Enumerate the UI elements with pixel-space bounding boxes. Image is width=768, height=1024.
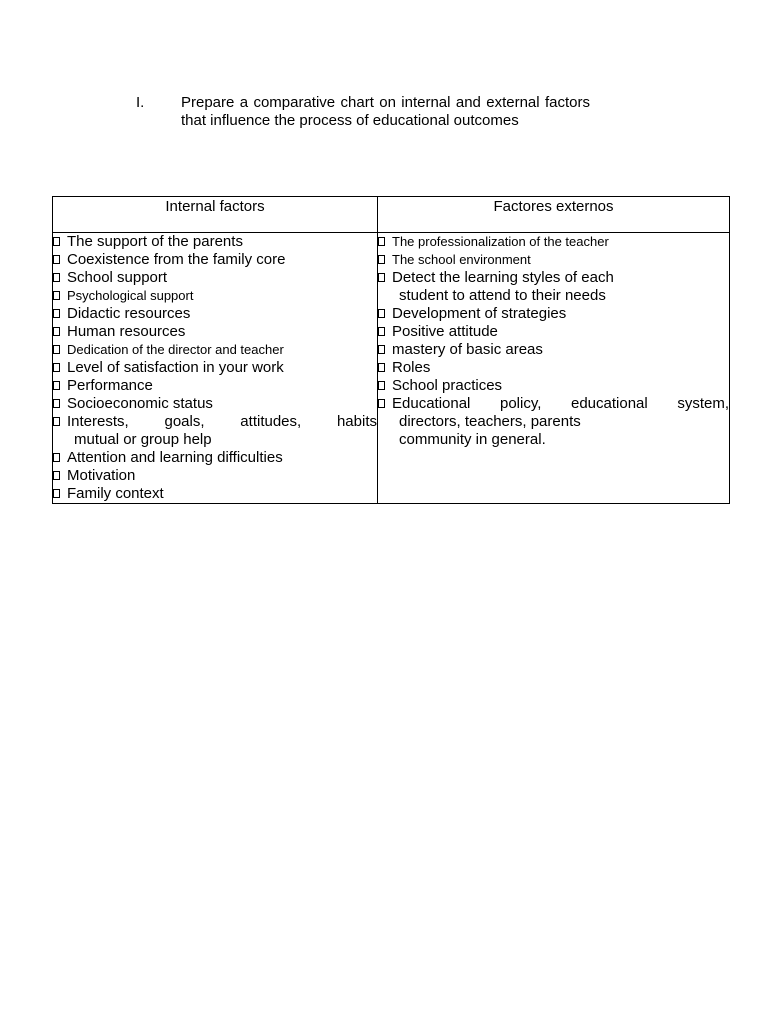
list-item: Interests, goals, attitudes, habits mutual or group help bbox=[53, 413, 377, 449]
list-item: Detect the learning styles of each student to attend to their needs bbox=[378, 269, 729, 305]
bullet-box-icon bbox=[378, 273, 385, 282]
list-item: Attention and learning difficulties bbox=[53, 449, 377, 467]
bullet-box-icon bbox=[53, 417, 60, 426]
bullet-box-icon bbox=[53, 363, 60, 372]
list-item: The professionalization of the teacher bbox=[378, 233, 729, 251]
bullet-box-icon bbox=[378, 255, 385, 264]
bullet-box-icon bbox=[378, 237, 385, 246]
list-item: Performance bbox=[53, 377, 377, 395]
list-item: Motivation bbox=[53, 467, 377, 485]
heading-number: I. bbox=[136, 94, 145, 111]
list-item: Positive attitude bbox=[378, 323, 729, 341]
internal-factors-list bbox=[53, 233, 377, 503]
list-item: Dedication of the director and teacher bbox=[53, 341, 377, 359]
bullet-box-icon bbox=[53, 345, 60, 354]
list-item: The support of the parents bbox=[53, 233, 377, 251]
external-factors-list bbox=[378, 233, 729, 449]
list-item: mastery of basic areas bbox=[378, 341, 729, 359]
bullet-box-icon bbox=[378, 327, 385, 336]
internal-factors-header: Internal factors bbox=[53, 197, 378, 233]
comparative-chart bbox=[52, 196, 730, 504]
bullet-box-icon bbox=[378, 345, 385, 354]
internal-factors-cell bbox=[53, 233, 378, 504]
heading-text bbox=[181, 94, 590, 130]
heading-line-2: that influence the process of educational outcomes bbox=[181, 112, 519, 129]
list-item: The school environment bbox=[378, 251, 729, 269]
bullet-box-icon bbox=[378, 399, 385, 408]
bullet-box-icon bbox=[53, 309, 60, 318]
bullet-box-icon bbox=[378, 363, 385, 372]
list-item: Roles bbox=[378, 359, 729, 377]
list-item: Socioeconomic status bbox=[53, 395, 377, 413]
list-item: Coexistence from the family core bbox=[53, 251, 377, 269]
list-item: Psychological support bbox=[53, 287, 377, 305]
bullet-box-icon bbox=[53, 489, 60, 498]
list-item: Educational policy, educational system, directors, teachers, parents community in general. bbox=[378, 395, 729, 449]
bullet-box-icon bbox=[53, 381, 60, 390]
external-factors-header: Factores externos bbox=[378, 197, 730, 233]
external-factors-cell bbox=[378, 233, 730, 504]
heading-line-1: Prepare a comparative chart on internal and external factors bbox=[181, 94, 590, 111]
list-item: School practices bbox=[378, 377, 729, 395]
list-item: Didactic resources bbox=[53, 305, 377, 323]
bullet-box-icon bbox=[378, 309, 385, 318]
list-item: Family context bbox=[53, 485, 377, 503]
bullet-box-icon bbox=[53, 471, 60, 480]
bullet-box-icon bbox=[53, 255, 60, 264]
bullet-box-icon bbox=[53, 291, 60, 300]
bullet-box-icon bbox=[53, 273, 60, 282]
bullet-box-icon bbox=[53, 453, 60, 462]
bullet-box-icon bbox=[53, 237, 60, 246]
list-item: Human resources bbox=[53, 323, 377, 341]
bullet-box-icon bbox=[378, 381, 385, 390]
list-item: Development of strategies bbox=[378, 305, 729, 323]
list-item: Level of satisfaction in your work bbox=[53, 359, 377, 377]
bullet-box-icon bbox=[53, 327, 60, 336]
bullet-box-icon bbox=[53, 399, 60, 408]
list-item: School support bbox=[53, 269, 377, 287]
